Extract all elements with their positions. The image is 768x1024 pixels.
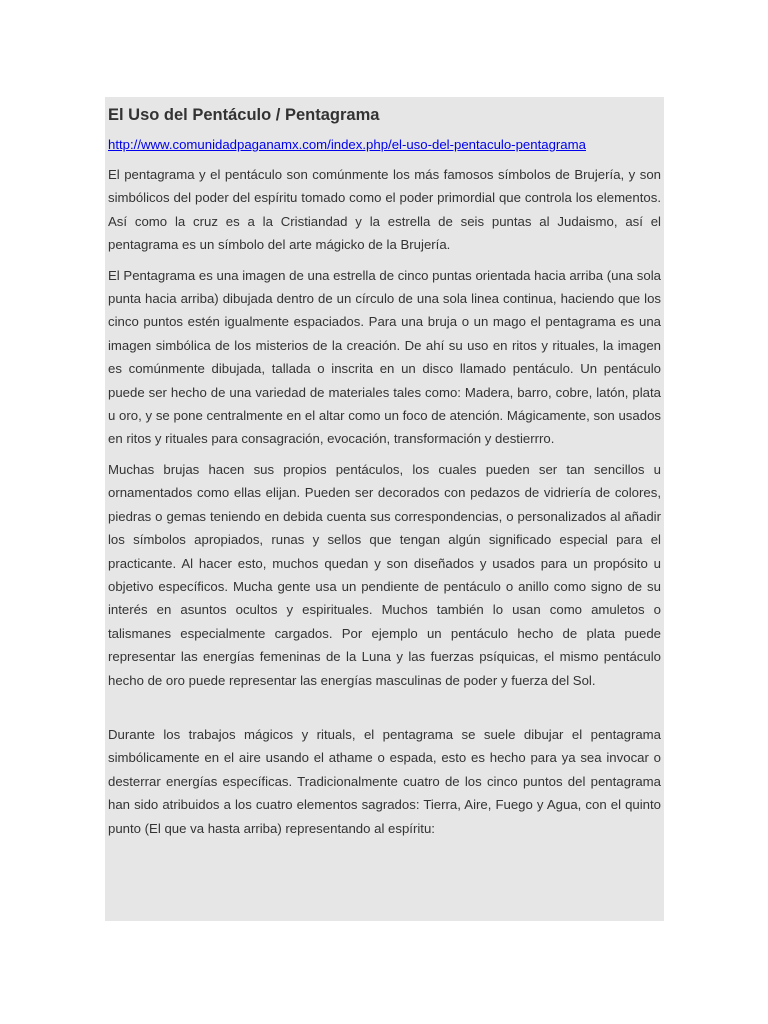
document-title: El Uso del Pentáculo / Pentagrama [108,106,380,124]
document-text-area [105,97,664,921]
paragraph-4: Durante los trabajos mágicos y rituals, el pentagrama se suele dibujar el pentagrama simbólicamente en el aire usando el athame o espada, esto es hecho para ya sea invocar o desterrar energías específicas. Tradicionalmente cuatro de los cinco puntos del pentagrama han sido atribuidos a los cuatro elementos sagrados: Tierra, Aire, Fuego y Agua, con el quinto punto (El que va hasta arriba) representando al espíritu: [108,726,661,836]
paragraph-1: El pentagrama y el pentáculo son comúnmente los más famosos símbolos de Brujería, y son simbólicos del poder del espíritu tomado como el poder primordial que controla los elementos. Así como la cruz es a la Cristiandad y la estrella de seis puntas al Judaismo, así el pentagrama es un símbolo del arte mágicko de la Brujería. [108,167,661,253]
paragraph-3: Muchas brujas hacen sus propios pentáculos, los cuales pueden ser tan sencillos u ornamentados como ellas elijan. Pueden ser decorados con pedazos de vidriería de colores, piedras o gemas teniendo en debida cuenta sus correspondencias, o personalizados al añadir los símbolos apropiados, runas y sellos que tengan algún significado especial para el practicante. Al hacer esto, muchos quedan y son diseñados y usados para un propósito u objetivo específicos. Mucha gente usa un pendiente de pentáculo o anillo como signo de su interés en asuntos ocultos y espirituales. Muchos también lo usan como amuletos o talismanes especialmente cargados. Por ejemplo un pentáculo hecho de plata puede representar las energías femeninas de la Luna y las fuerzas psíquicas, el mismo pentáculo hecho de oro puede representar las energías masculinas de poder y fuerza del Sol. [108,461,661,688]
source-link[interactable]: http://www.comunidadpaganamx.com/index.php/el-uso-del-pentaculo-pentagrama [108,137,586,152]
paragraph-2: El Pentagrama es una imagen de una estrella de cinco puntas orientada hacia arriba (una sola punta hacia arriba) dibujada dentro de un círculo de una sola linea continua, haciendo que los cinco puntos estén igualmente espaciados. Para una bruja o un mago el pentagrama es una imagen simbólica de los misterios de la creación. De ahí su uso en ritos y rituales, la imagen es comúnmente dibujada, tallada o inscrita en un disco llamado pentáculo. Un pentáculo puede ser hecho de una variedad de materiales tales como: Madera, barro, cobre, latón, plata u oro, y se pone centralmente en el altar como un foco de atención. Mágicamente, son usados en ritos y rituales para consagración, evocación, transformación y destierrro. [108,267,661,447]
